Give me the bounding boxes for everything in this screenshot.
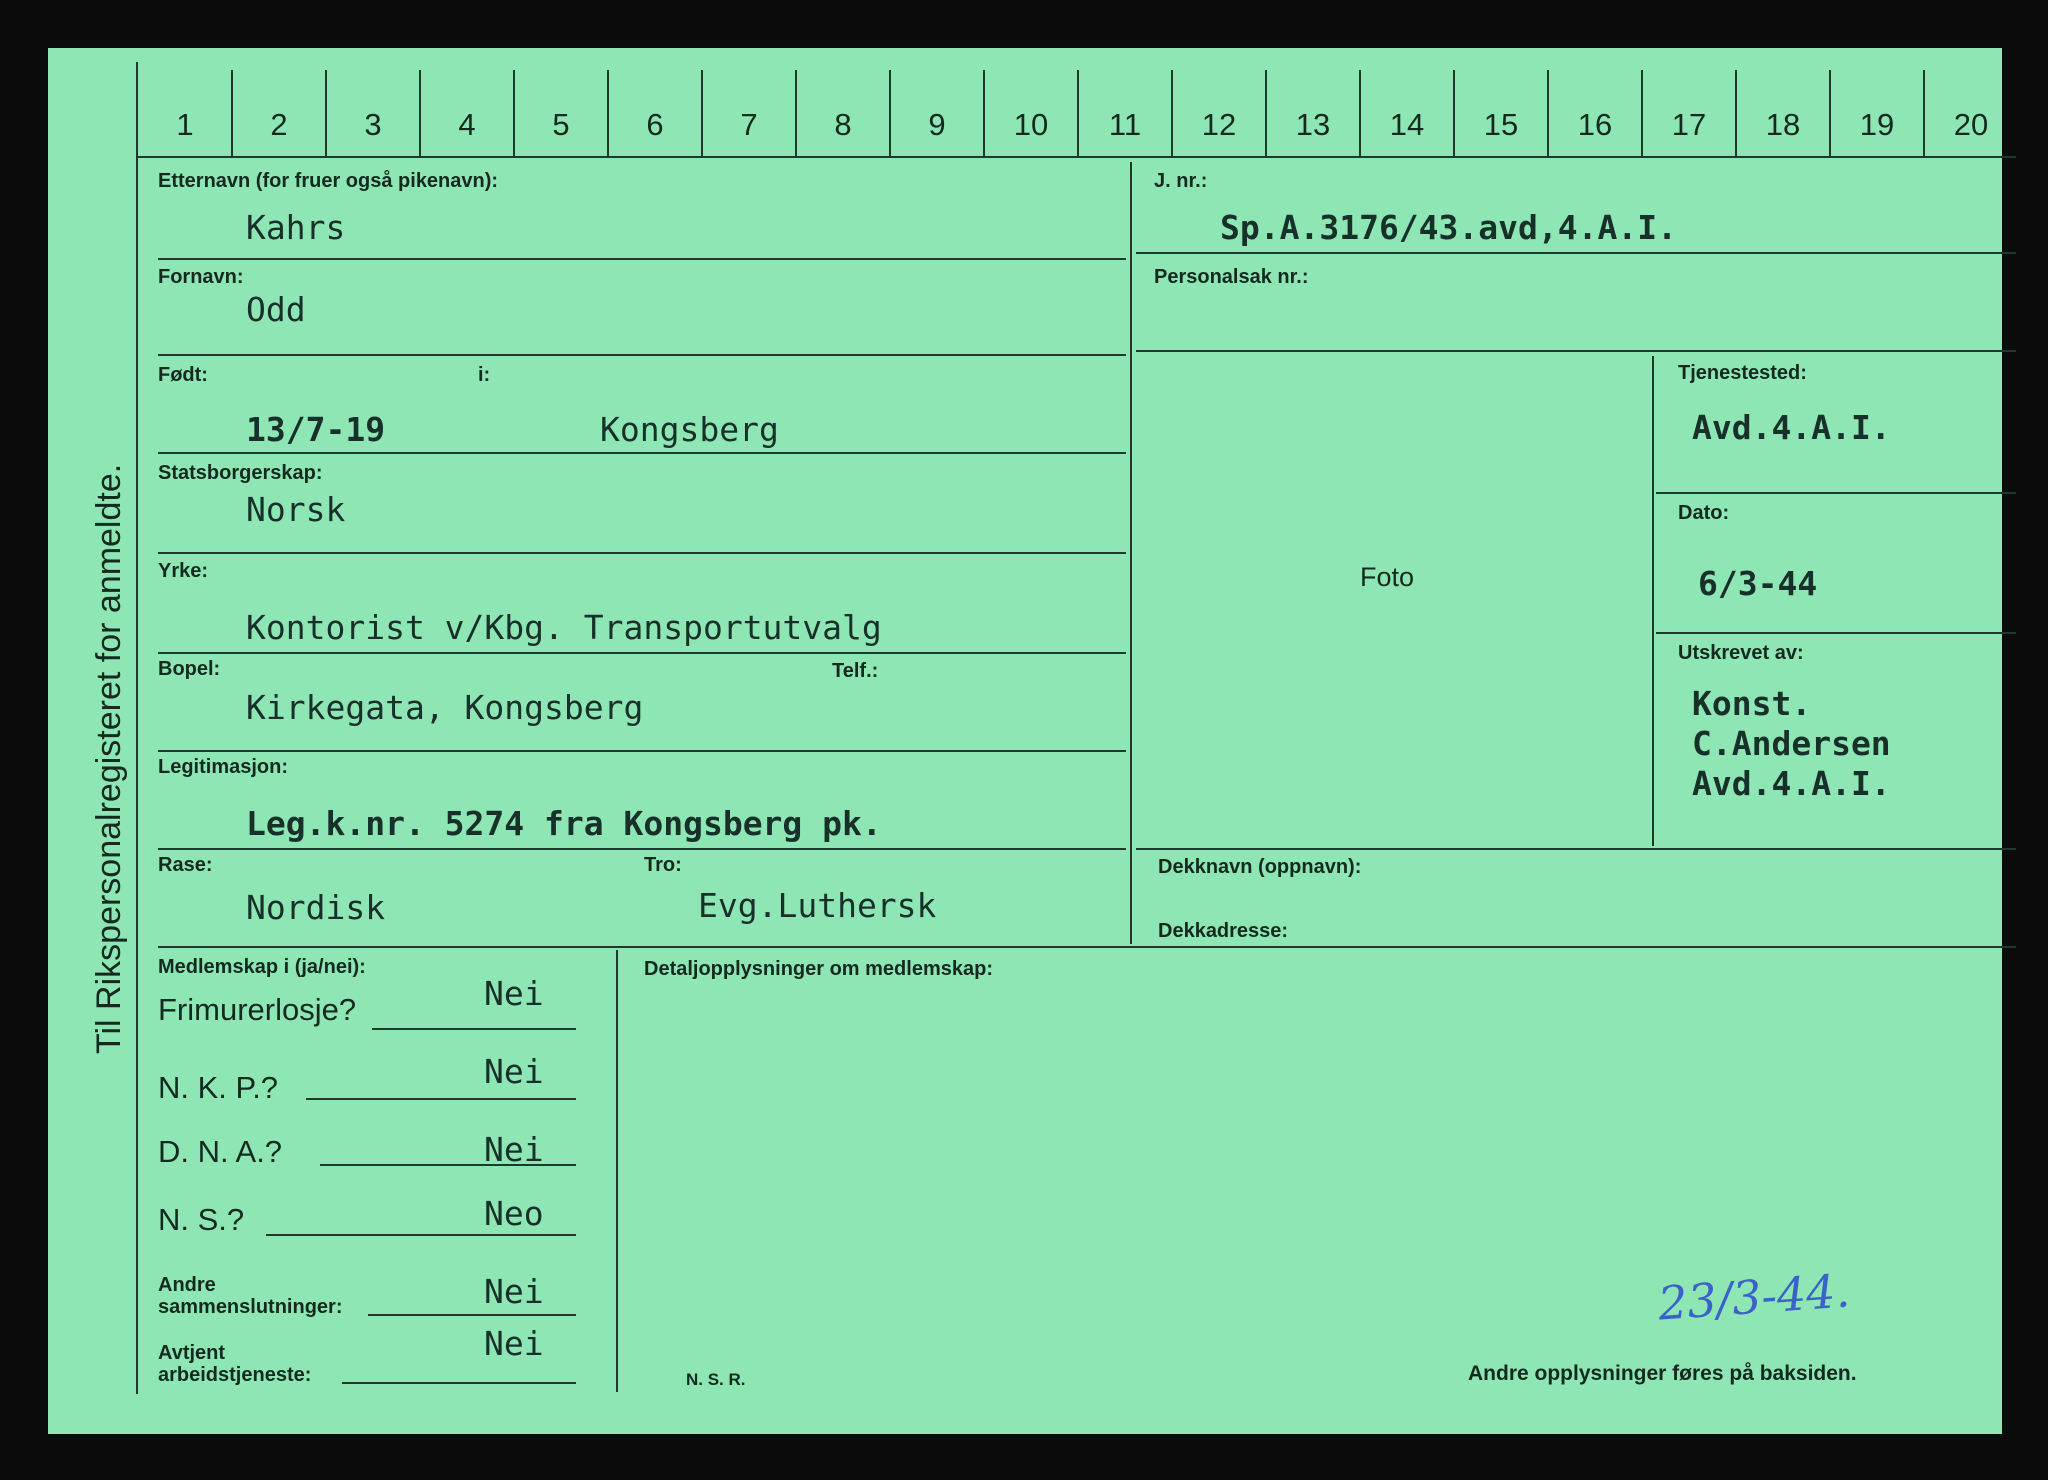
column-number: 16: [1577, 107, 1613, 142]
label-statsborgerskap: Statsborgerskap:: [158, 462, 323, 484]
membership-question-line1: Avtjent: [158, 1342, 226, 1364]
photo-right-divider: [1652, 356, 1654, 846]
value-yrke: Kontorist v/Kbg. Transportutvalg: [246, 608, 882, 647]
handwritten-date: 23/3-44.: [1656, 1263, 1852, 1331]
membership-question: N. K. P.?: [158, 1070, 279, 1105]
column-divider: [1829, 70, 1831, 156]
center-divider: [1130, 162, 1132, 944]
header-bottom-line: [136, 156, 2016, 158]
line-legitimasjon: [158, 848, 1126, 850]
column-number: 5: [552, 107, 570, 142]
label-personalsak: Personalsak nr.:: [1154, 266, 1309, 288]
value-tjenestested: Avd.4.A.I.: [1692, 408, 1891, 447]
column-number: 11: [1108, 107, 1142, 142]
column-number: 10: [1013, 107, 1049, 142]
value-legitimasjon: Leg.k.nr. 5274 fra Kongsberg pk.: [246, 804, 882, 843]
membership-line: [342, 1382, 576, 1384]
column-number: 15: [1483, 107, 1519, 142]
registration-card: [48, 48, 2002, 1434]
value-fornavn: Odd: [246, 290, 306, 329]
membership-question: N. S.?: [158, 1202, 245, 1237]
membership-line: [372, 1028, 576, 1030]
column-divider: [1735, 70, 1737, 156]
label-dekknavn: Dekknavn (oppnavn):: [1158, 856, 1362, 878]
column-divider: [419, 70, 421, 156]
label-utskrevet: Utskrevet av:: [1678, 642, 1804, 664]
label-nsr: N. S. R.: [686, 1370, 746, 1389]
label-dato: Dato:: [1678, 502, 1730, 524]
membership-question-line2: arbeidstjeneste:: [158, 1364, 312, 1386]
label-foto: Foto: [1360, 562, 1415, 592]
column-number: 18: [1765, 107, 1801, 142]
column-number: 7: [740, 107, 758, 142]
column-number: 4: [458, 107, 476, 142]
label-tro: Tro:: [644, 854, 682, 876]
column-number: 6: [646, 107, 664, 142]
column-divider: [1171, 70, 1173, 156]
line-photo-bottom: [1136, 848, 2016, 850]
membership-question-line1: Andre: [158, 1274, 216, 1296]
column-number: 14: [1389, 107, 1425, 142]
label-jnr: J. nr.:: [1154, 170, 1208, 192]
label-bopel: Bopel:: [158, 658, 221, 680]
label-legitimasjon: Legitimasjon:: [158, 756, 289, 778]
column-number: 1: [176, 107, 194, 142]
line-fornavn: [158, 354, 1126, 356]
value-fodt-dato: 13/7-19: [246, 410, 386, 449]
membership-question: D. N. A.?: [158, 1134, 283, 1169]
label-rase: Rase:: [158, 854, 213, 876]
membership-answer: Nei: [484, 1272, 544, 1311]
column-number: 3: [364, 107, 382, 142]
line-tjenestested: [1656, 492, 2016, 494]
value-etternavn: Kahrs: [246, 208, 346, 247]
membership-answer: Nei: [484, 1130, 544, 1169]
column-divider: [325, 70, 327, 156]
column-divider: [1547, 70, 1549, 156]
line-personalsak: [1136, 350, 2016, 352]
membership-question-line2: sammenslutninger:: [158, 1296, 343, 1318]
label-tjenestested: Tjenestested:: [1678, 362, 1807, 384]
label-telf: Telf.:: [832, 660, 879, 682]
line-dato: [1656, 632, 2016, 634]
value-utskrevet-3: Avd.4.A.I.: [1692, 764, 1891, 803]
column-divider: [1923, 70, 1925, 156]
line-bopel: [158, 750, 1126, 752]
column-divider: [1641, 70, 1643, 156]
column-divider: [1359, 70, 1361, 156]
line-jnr: [1136, 252, 2016, 254]
column-divider: [701, 70, 703, 156]
value-utskrevet-2: C.Andersen: [1692, 724, 1891, 763]
value-statsborgerskap: Norsk: [246, 490, 346, 529]
column-divider: [231, 70, 233, 156]
column-divider: [795, 70, 797, 156]
membership-answer: Nei: [484, 974, 544, 1013]
line-etternavn: [158, 258, 1126, 260]
column-number: 2: [270, 107, 288, 142]
membership-answer: Neo: [484, 1194, 544, 1233]
column-divider: [1077, 70, 1079, 156]
line-yrke: [158, 652, 1126, 654]
label-dekkadresse: Dekkadresse:: [1158, 920, 1289, 942]
column-number: 20: [1953, 107, 1989, 142]
membership-line: [368, 1314, 576, 1316]
value-fodt-sted: Kongsberg: [600, 410, 779, 449]
label-fornavn: Fornavn:: [158, 266, 244, 288]
column-divider: [889, 70, 891, 156]
line-statsborgerskap: [158, 552, 1126, 554]
side-text: Til Rikspersonalregisteret for anmeldte.: [90, 463, 128, 1054]
membership-line: [266, 1234, 576, 1236]
label-medlemskap: Medlemskap i (ja/nei):: [158, 956, 366, 978]
column-divider: [1265, 70, 1267, 156]
membership-line: [306, 1098, 576, 1100]
value-bopel: Kirkegata, Kongsberg: [246, 688, 644, 727]
label-yrke: Yrke:: [158, 560, 209, 582]
value-jnr: Sp.A.3176/43.avd,4.A.I.: [1220, 208, 1677, 247]
column-number: 19: [1859, 107, 1895, 142]
label-i: i:: [478, 364, 491, 386]
column-divider: [1453, 70, 1455, 156]
column-divider: [513, 70, 515, 156]
column-number: 17: [1671, 107, 1707, 142]
column-divider: [607, 70, 609, 156]
line-fodt: [158, 452, 1126, 454]
value-dato: 6/3-44: [1698, 564, 1818, 603]
membership-question: Frimurerlosje?: [158, 992, 357, 1027]
label-fodt: Født:: [158, 364, 208, 386]
column-number: 9: [928, 107, 946, 142]
membership-answer: Nei: [484, 1052, 544, 1091]
form-left-border: [136, 62, 138, 1394]
value-utskrevet-1: Konst.: [1692, 684, 1812, 723]
label-andre-opplysninger: Andre opplysninger føres på baksiden.: [1468, 1362, 1857, 1385]
membership-answer: Nei: [484, 1324, 544, 1363]
value-tro: Evg.Luthersk: [698, 886, 937, 925]
label-etternavn: Etternavn (for fruer også pikenavn):: [158, 170, 499, 192]
column-number: 13: [1295, 107, 1331, 142]
lower-divider: [616, 950, 618, 1392]
column-divider: [983, 70, 985, 156]
column-number: 8: [834, 107, 852, 142]
column-number: 12: [1201, 107, 1237, 142]
label-detalj: Detaljopplysninger om medlemskap:: [644, 958, 993, 980]
line-membership-top: [158, 946, 2016, 948]
value-rase: Nordisk: [246, 888, 386, 927]
